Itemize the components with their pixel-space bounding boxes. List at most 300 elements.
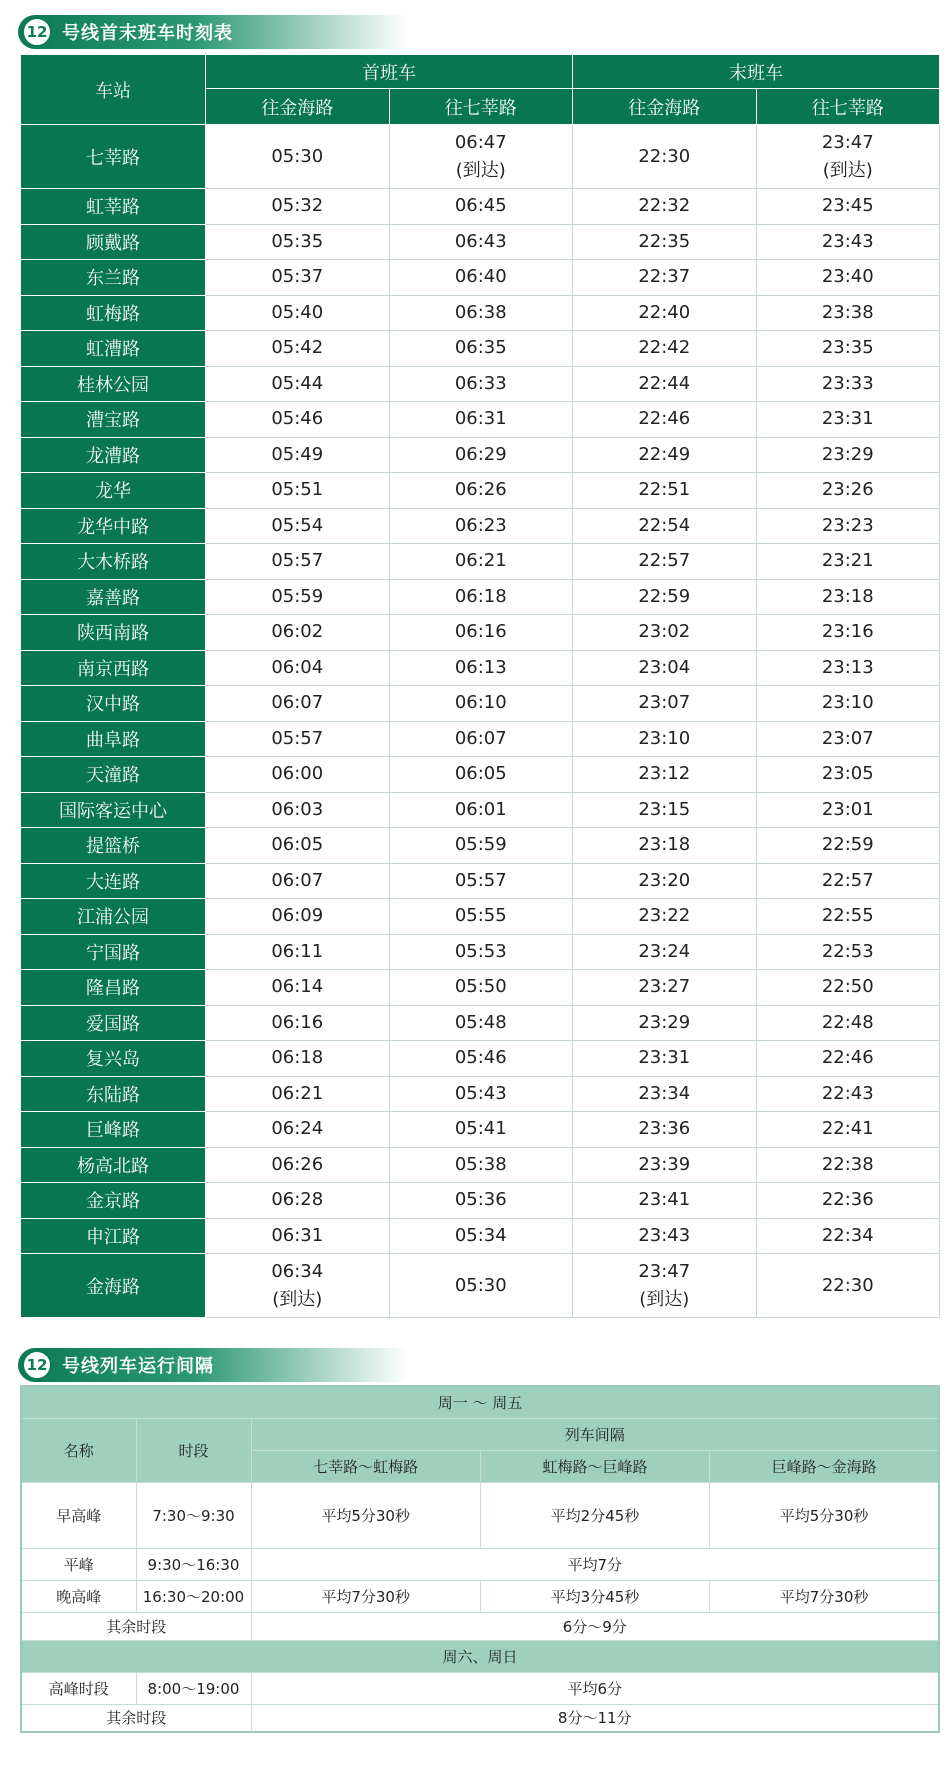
station-name: 杨高北路 [21,1147,206,1183]
station-name: 天潼路 [21,757,206,793]
schedule-row [21,1076,940,1112]
last-to-jinhai-time [573,686,757,722]
schedule-row [21,579,940,615]
first-to-qixin-time [389,1005,573,1041]
schedule-row [21,331,940,367]
last-to-qixin-time [756,1183,940,1219]
time-value: 06:10 [454,692,507,714]
first-to-jinhai-time [206,615,390,651]
first-to-jinhai-time [206,473,390,509]
arrival-note: (到达) [822,159,873,181]
first-to-qixin-time [389,1254,573,1318]
time-value: 22:50 [821,976,874,998]
morning-peak-seg2: 平均2分45秒 [480,1482,709,1548]
time-value: 06:16 [271,1011,324,1033]
first-last-train-table [20,54,940,1318]
first-to-qixin-time [389,260,573,296]
first-to-jinhai-time [206,544,390,580]
first-to-qixin-time [389,544,573,580]
last-to-qixin-time [756,863,940,899]
last-to-qixin-time [756,1112,940,1148]
interval-section-banner [18,1348,408,1382]
last-to-jinhai-time [573,1005,757,1041]
time-value: 05:37 [271,266,324,288]
station-name: 七莘路 [21,125,206,189]
last-to-qixin-time [756,721,940,757]
last-to-jinhai-time [573,189,757,225]
time-value: 22:57 [638,550,691,572]
first-to-jinhai-time [206,260,390,296]
time-value: 06:35 [454,337,507,359]
first-to-qixin-time [389,579,573,615]
time-value: 23:21 [821,550,874,572]
time-value: 06:11 [271,940,324,962]
time-value: 05:44 [271,372,324,394]
time-value: 05:40 [271,301,324,323]
time-value: 23:07 [821,727,874,749]
schedule-row [21,473,940,509]
time-value: 06:02 [271,621,324,643]
last-to-jinhai-time [573,437,757,473]
time-value: 06:33 [454,372,507,394]
first-to-jinhai-time [206,1147,390,1183]
time-value: 23:13 [821,656,874,678]
time-value: 22:40 [638,301,691,323]
time-value: 06:14 [271,976,324,998]
last-train-header: 末班车 [573,55,940,89]
station-name: 漕宝路 [21,402,206,438]
time-value: 23:10 [821,692,874,714]
time-value: 22:51 [638,479,691,501]
last-to-qixin-time [756,686,940,722]
time-value: 22:30 [638,145,691,167]
time-value: 06:26 [271,1153,324,1175]
station-name: 龙华中路 [21,508,206,544]
last-to-qixin-time [756,757,940,793]
last-to-jinhai-time [573,260,757,296]
first-to-qixin-time [389,125,573,189]
last-to-jinhai-time [573,757,757,793]
schedule-row [21,1041,940,1077]
last-to-jinhai-time [573,650,757,686]
last-to-jinhai-time [573,1147,757,1183]
first-to-jinhai-time [206,1041,390,1077]
evening-peak-seg3: 平均7分30秒 [710,1580,939,1612]
first-to-qixin-time [389,721,573,757]
time-value: 05:42 [271,337,324,359]
time-value: 22:38 [821,1153,874,1175]
last-to-jinhai-time [573,295,757,331]
schedule-row [21,402,940,438]
first-to-jinhai-time [206,1254,390,1318]
first-to-qixin-time [389,863,573,899]
last-to-qixin-time [756,260,940,296]
schedule-row [21,934,940,970]
station-name: 金海路 [21,1254,206,1318]
time-value: 23:05 [821,763,874,785]
time-value: 06:16 [454,621,507,643]
schedule-row [21,189,940,225]
last-to-qixin-time [756,331,940,367]
time-value: 06:24 [271,1118,324,1140]
weekend-peak-interval: 平均6分 [251,1672,939,1704]
time-value: 23:38 [821,301,874,323]
station-name: 江浦公园 [21,899,206,935]
first-to-jinhai-time [206,899,390,935]
time-value: 23:20 [638,869,691,891]
morning-peak-seg1: 平均5分30秒 [251,1482,480,1548]
first-to-qixin-time [389,473,573,509]
time-value: 06:18 [271,1047,324,1069]
last-to-jinhai-time [573,721,757,757]
time-value: 06:05 [454,763,507,785]
time-value: 23:26 [821,479,874,501]
station-name: 申江路 [21,1218,206,1254]
time-value: 22:36 [821,1189,874,1211]
station-name: 顾戴路 [21,224,206,260]
offpeak-interval: 平均7分 [251,1548,939,1580]
time-value: 06:13 [454,656,507,678]
time-value: 23:47 [821,131,874,153]
time-value: 05:36 [454,1189,507,1211]
first-to-jinhai-time [206,1112,390,1148]
last-to-qixin-time [756,473,940,509]
station-name: 汉中路 [21,686,206,722]
first-to-qixin-time [389,650,573,686]
first-to-qixin-time [389,295,573,331]
schedule-row [21,792,940,828]
time-value: 22:41 [821,1118,874,1140]
first-to-jinhai-time [206,792,390,828]
evening-peak-seg2: 平均3分45秒 [480,1580,709,1612]
time-value: 22:59 [638,585,691,607]
station-name: 隆昌路 [21,970,206,1006]
schedule-row [21,686,940,722]
weekend-other-name: 其余时段 [21,1704,251,1732]
first-to-jinhai-time [206,650,390,686]
first-to-jinhai-time [206,970,390,1006]
time-value: 06:01 [454,798,507,820]
station-name: 大木桥路 [21,544,206,580]
first-to-jinhai-time [206,1076,390,1112]
time-value: 06:23 [454,514,507,536]
time-value: 06:03 [271,798,324,820]
first-to-jinhai-time [206,828,390,864]
first-to-qixin-time [389,1112,573,1148]
last-dir-b-header: 往七莘路 [756,89,940,125]
first-to-qixin-time [389,1147,573,1183]
first-to-jinhai-time [206,224,390,260]
time-value: 23:22 [638,905,691,927]
station-name: 爱国路 [21,1005,206,1041]
last-to-qixin-time [756,650,940,686]
last-to-jinhai-time [573,473,757,509]
last-dir-a-header: 往金海路 [573,89,757,125]
last-to-jinhai-time [573,508,757,544]
weekday-other-interval: 6分～9分 [251,1612,939,1640]
segment-3-header: 巨峰路～金海路 [710,1450,939,1482]
time-value: 05:53 [454,940,507,962]
time-value: 22:53 [821,940,874,962]
offpeak-time: 9:30～16:30 [136,1548,251,1580]
time-value: 06:07 [454,727,507,749]
time-value: 05:51 [271,479,324,501]
time-value: 23:35 [821,337,874,359]
time-value: 05:34 [454,1224,507,1246]
station-name: 嘉善路 [21,579,206,615]
time-value: 23:02 [638,621,691,643]
first-to-jinhai-time [206,437,390,473]
time-value: 05:48 [454,1011,507,1033]
station-name: 国际客运中心 [21,792,206,828]
last-to-jinhai-time [573,970,757,1006]
time-value: 23:39 [638,1153,691,1175]
time-value: 06:21 [454,550,507,572]
first-to-qixin-time [389,1041,573,1077]
time-value: 22:44 [638,372,691,394]
time-value: 06:28 [271,1189,324,1211]
first-to-jinhai-time [206,721,390,757]
first-to-qixin-time [389,224,573,260]
schedule-section-banner [18,15,408,49]
time-value: 22:32 [638,195,691,217]
last-to-qixin-time [756,899,940,935]
first-to-jinhai-time [206,508,390,544]
segment-2-header: 虹梅路～巨峰路 [480,1450,709,1482]
time-value: 22:48 [821,1011,874,1033]
time-value: 23:15 [638,798,691,820]
last-to-qixin-time [756,544,940,580]
last-to-qixin-time [756,1005,940,1041]
first-to-jinhai-time [206,125,390,189]
first-to-jinhai-time [206,1005,390,1041]
period-header: 时段 [136,1418,251,1482]
time-value: 23:27 [638,976,691,998]
time-value: 05:54 [271,514,324,536]
time-value: 22:46 [821,1047,874,1069]
last-to-qixin-time [756,295,940,331]
line-number-badge: 12 [22,1350,52,1380]
time-value: 06:31 [454,408,507,430]
time-value: 23:12 [638,763,691,785]
time-value: 05:55 [454,905,507,927]
schedule-row [21,437,940,473]
last-to-qixin-time [756,615,940,651]
last-to-jinhai-time [573,1041,757,1077]
time-value: 23:18 [821,585,874,607]
first-to-jinhai-time [206,189,390,225]
time-value: 23:01 [821,798,874,820]
schedule-row [21,224,940,260]
time-value: 22:46 [638,408,691,430]
station-name: 陕西南路 [21,615,206,651]
last-to-qixin-time [756,1147,940,1183]
first-to-qixin-time [389,757,573,793]
time-value: 23:23 [821,514,874,536]
time-value: 06:04 [271,656,324,678]
last-to-jinhai-time [573,224,757,260]
time-value: 05:57 [454,869,507,891]
time-value: 06:21 [271,1082,324,1104]
evening-peak-name: 晚高峰 [21,1580,136,1612]
name-header: 名称 [21,1418,136,1482]
time-value: 23:40 [821,266,874,288]
schedule-row [21,125,940,189]
schedule-row [21,1005,940,1041]
schedule-row [21,721,940,757]
time-value: 22:37 [638,266,691,288]
station-name: 龙漕路 [21,437,206,473]
time-value: 06:00 [271,763,324,785]
last-to-jinhai-time [573,863,757,899]
first-to-qixin-time [389,792,573,828]
last-to-jinhai-time [573,544,757,580]
time-value: 22:59 [821,834,874,856]
time-value: 06:43 [454,230,507,252]
last-to-jinhai-time [573,792,757,828]
first-to-qixin-time [389,615,573,651]
time-value: 06:31 [271,1224,324,1246]
station-column-header: 车站 [21,55,206,125]
first-to-jinhai-time [206,402,390,438]
last-to-jinhai-time [573,1112,757,1148]
schedule-row [21,260,940,296]
time-value: 23:18 [638,834,691,856]
schedule-row [21,757,940,793]
last-to-qixin-time [756,508,940,544]
last-to-qixin-time [756,828,940,864]
station-name: 曲阜路 [21,721,206,757]
time-value: 23:47 [638,1260,691,1282]
morning-peak-name: 早高峰 [21,1482,136,1548]
time-value: 23:43 [638,1224,691,1246]
station-name: 提篮桥 [21,828,206,864]
last-to-jinhai-time [573,402,757,438]
last-to-jinhai-time [573,899,757,935]
time-value: 05:57 [271,550,324,572]
time-value: 23:31 [638,1047,691,1069]
first-train-header: 首班车 [206,55,573,89]
time-value: 23:33 [821,372,874,394]
first-to-jinhai-time [206,1183,390,1219]
time-value: 06:07 [271,692,324,714]
first-to-qixin-time [389,934,573,970]
schedule-row [21,650,940,686]
first-to-qixin-time [389,899,573,935]
last-to-qixin-time [756,934,940,970]
first-to-jinhai-time [206,366,390,402]
schedule-row [21,1147,940,1183]
morning-peak-time: 7:30～9:30 [136,1482,251,1548]
time-value: 23:24 [638,940,691,962]
first-to-qixin-time [389,508,573,544]
station-name: 复兴岛 [21,1041,206,1077]
last-to-jinhai-time [573,331,757,367]
first-to-qixin-time [389,331,573,367]
last-to-jinhai-time [573,1218,757,1254]
first-to-qixin-time [389,970,573,1006]
last-to-qixin-time [756,1041,940,1077]
schedule-row [21,863,940,899]
last-to-qixin-time [756,1254,940,1318]
time-value: 22:57 [821,869,874,891]
weekend-peak-time: 8:00～19:00 [136,1672,251,1704]
first-to-qixin-time [389,366,573,402]
first-to-qixin-time [389,189,573,225]
last-to-jinhai-time [573,1076,757,1112]
time-value: 06:40 [454,266,507,288]
time-value: 22:42 [638,337,691,359]
first-to-qixin-time [389,686,573,722]
morning-peak-seg3: 平均5分30秒 [710,1482,939,1548]
first-dir-b-header: 往七莘路 [389,89,573,125]
last-to-qixin-time [756,125,940,189]
last-to-qixin-time [756,1218,940,1254]
weekend-header: 周六、周日 [21,1640,939,1672]
offpeak-name: 平峰 [21,1548,136,1580]
time-value: 06:34 [271,1260,324,1282]
time-value: 22:30 [821,1274,874,1296]
time-value: 23:07 [638,692,691,714]
last-to-qixin-time [756,402,940,438]
schedule-row [21,899,940,935]
time-value: 05:59 [454,834,507,856]
time-value: 05:41 [454,1118,507,1140]
time-value: 05:43 [454,1082,507,1104]
time-value: 06:45 [454,195,507,217]
schedule-row [21,1112,940,1148]
station-name: 金京路 [21,1183,206,1219]
time-value: 22:54 [638,514,691,536]
time-value: 05:30 [271,145,324,167]
time-value: 06:29 [454,443,507,465]
evening-peak-seg1: 平均7分30秒 [251,1580,480,1612]
time-value: 23:10 [638,727,691,749]
first-to-jinhai-time [206,863,390,899]
time-value: 06:05 [271,834,324,856]
time-value: 06:07 [271,869,324,891]
time-value: 05:46 [271,408,324,430]
time-value: 23:45 [821,195,874,217]
last-to-jinhai-time [573,366,757,402]
time-value: 22:35 [638,230,691,252]
first-to-qixin-time [389,828,573,864]
time-value: 06:18 [454,585,507,607]
schedule-row [21,1254,940,1318]
schedule-section-title: 号线首末班车时刻表 [62,23,233,44]
evening-peak-time: 16:30～20:00 [136,1580,251,1612]
time-value: 22:49 [638,443,691,465]
time-value: 23:34 [638,1082,691,1104]
schedule-row [21,544,940,580]
station-name: 东兰路 [21,260,206,296]
first-to-qixin-time [389,437,573,473]
last-to-qixin-time [756,970,940,1006]
time-value: 06:47 [454,131,507,153]
time-value: 23:04 [638,656,691,678]
schedule-row [21,970,940,1006]
station-name: 宁国路 [21,934,206,970]
first-to-jinhai-time [206,331,390,367]
arrival-note: (到达) [455,159,506,181]
time-value: 23:43 [821,230,874,252]
last-to-jinhai-time [573,934,757,970]
time-value: 05:57 [271,727,324,749]
train-interval-header: 列车间隔 [251,1418,939,1450]
time-value: 05:35 [271,230,324,252]
weekend-other-interval: 8分～11分 [251,1704,939,1732]
station-name: 龙华 [21,473,206,509]
